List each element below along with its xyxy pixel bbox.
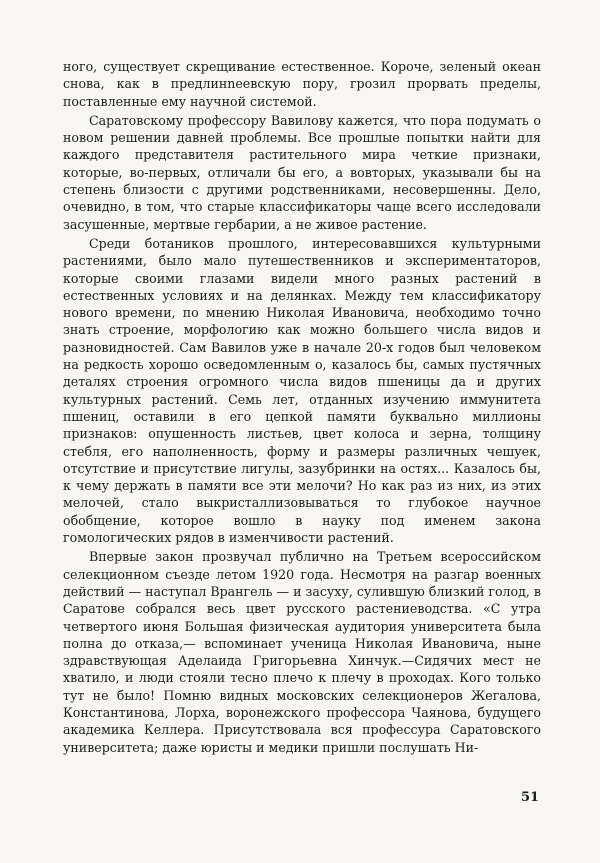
page-body	[63, 58, 541, 756]
page-number: 51	[521, 790, 540, 805]
paragraph: Саратовскому профессору Вавилову кажется, что пора подумать о новом решении давней проблемы. Все прошлые попытки найти для каждого представителя растительного мира четкие признаки, которые, во-первых, отличали бы его, а вовторых, указывали бы на степень близости с другими родственниками, несовершенны. Дело, очевидно, в том, что старые классификаторы чаще всего исследовали засушенные, мертвые гербарии, а не живое растение.	[63, 112, 541, 232]
paragraph: Среди ботаников прошлого, интересовавшихся культурными растениями, было мало путешественников и экспериментаторов, которые своими глазами видели много разных растений в естественных условиях и на делянках. Между тем классификатору нового времени, по мнению Николая Ивановича, необходимо точно знать строение, морфологию как можно большего числа видов и разновидностей. Сам Вавилов уже в начале 20-х годов был человеком на редкость хорошо осведомленным о, казалось бы, самых пустячных деталях строения огромного числа видов пшеницы да и других культурных растений. Семь лет, отданных изучению иммунитета пшениц, оставили в его цепкой памяти буквально миллионы признаков: опушенность листьев, цвет колоса и зерна, толщину стебля, его наполненность, форму и размеры различных чешуек, отсутствие и присутствие лигулы, зазубринки на остях... Казалось бы, к чему держать в памяти все эти мелочи? Но как раз из них, из этих мелочей, стало выкристаллизовываться то глубокое научное обобщение, которое вошло в науку под именем закона гомологических рядов в изменчивости растений.	[63, 235, 541, 546]
paragraph: ного, существует скрещивание естественное. Короче, зеленый океан снова, как в предлинneевскую пору, грозил прорвать пределы, поставленные ему научной системой.	[63, 59, 541, 109]
paragraph: Впервые закон прозвучал публично на Третьем всероссийском селекционном съезде летом 1920 года. Несмотря на разгар военных действий — наступал Врангель — и засуху, сулившую близкий голод, в Саратове собрался весь цвет русского растениеводства. «С утра четвертого июня Большая физическая аудитория университета была полна до отказа,— вспоминает ученица Николая Ивановича, ныне здравствующая Аделаида Григорьевна Хинчук.—Сидячих мест не хватило, и люди стояли тесно плечо к плечу в проходах. Кого только тут не было! Помню видных московских селекционеров Жегалова, Константинова, Лорха, воронежского профессора Чаянова, будущего академика Келлера. Присутствовала вся профессура Саратовского университета; даже юристы и медики пришли послушать Ни-	[63, 549, 541, 755]
